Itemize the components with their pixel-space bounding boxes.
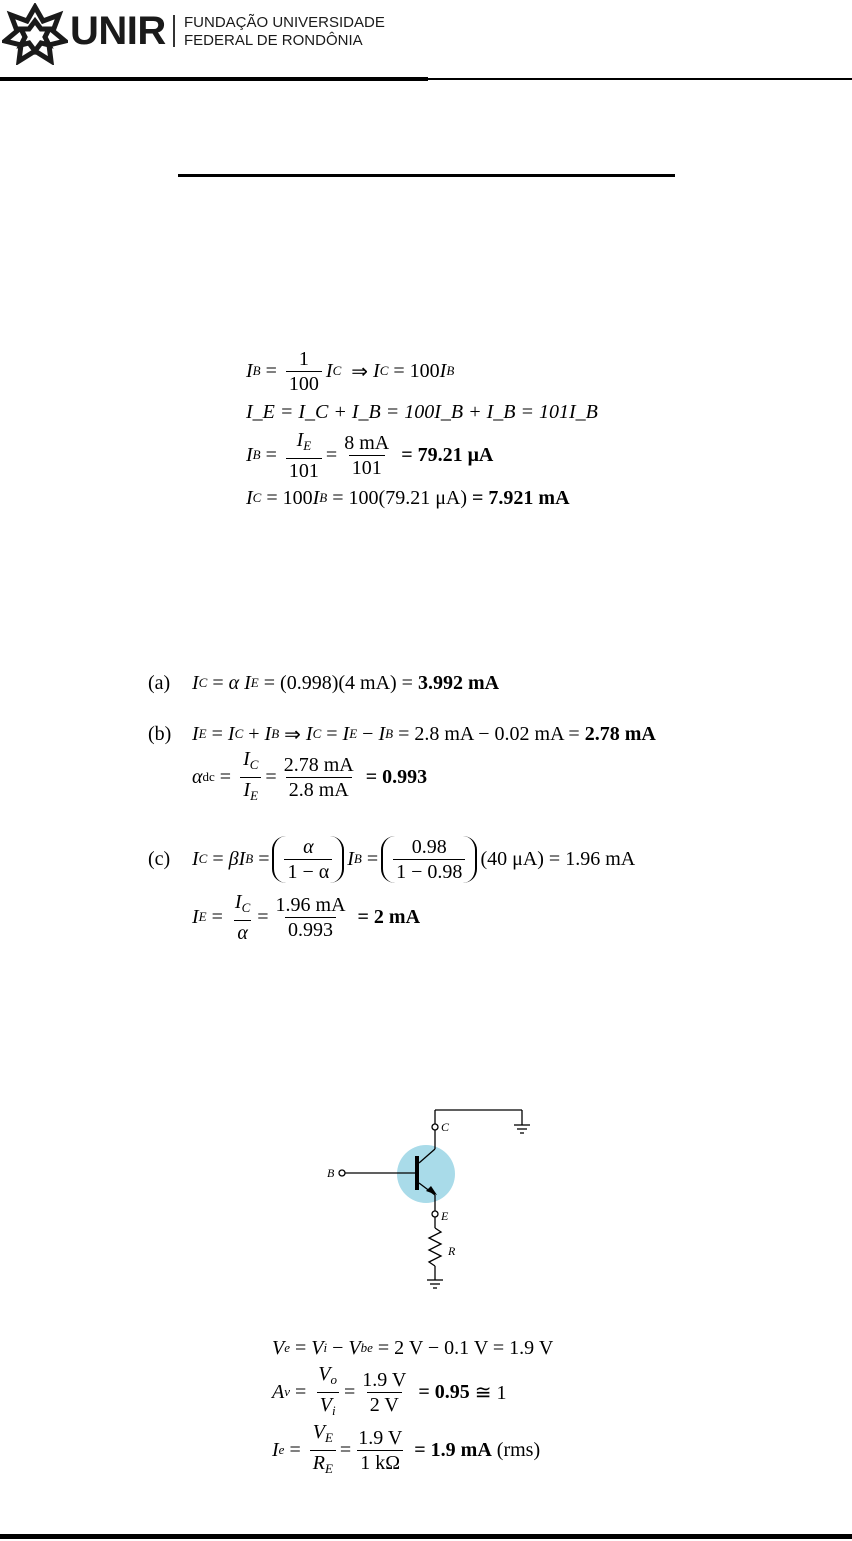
alpha-dc-result: = 0.993 [365,765,428,788]
ie-rms-result: = 1.9 mA [414,1438,492,1461]
fraction-num: 1.9 V [358,1426,403,1449]
fraction-den: 1 − 0.98 [393,859,465,883]
title-underline [178,174,675,177]
header-rule-thick [0,77,428,81]
alpha-dc-subscript: dc [202,769,215,784]
header-rule-thin [428,78,852,80]
eq1-line4-mid: = 100(79.21 μA) [332,486,468,509]
ic-result: = 7.921 mA [472,486,570,509]
ic-subscript-2: C [379,363,389,378]
part-b-expr: = 2.8 mA − 0.02 mA = [398,722,580,745]
footer-rule [0,1534,852,1539]
ib-subscript-2: B [446,363,455,378]
equation-block-3 [272,1333,553,1479]
header [0,0,852,84]
fraction-num: 1.9 V [362,1368,407,1391]
eq2-part-c-ie: I E = $\frac{I_C}{\alpha}$ = $\frac{1.96 mA}{0.993}$ = 2 mA [192,890,421,944]
org-name-line2: FEDERAL DE RONDÔNIA [184,32,363,49]
eq1-rhs: = 100 [393,359,440,382]
transistor-circuit [320,1100,550,1300]
ib-symbol: I [246,359,253,382]
eq1-line3: I B = $\frac{I_E}{101}$ = $\frac{8 mA}{101}$ = 79.21 μA [246,428,494,482]
unir-star-logo [2,3,68,65]
eq3-line1: V e = V i − V be = 2 V − 0.1 V = 1.9 V [272,1336,554,1359]
equation-block-2 [148,668,656,945]
part-b-label: (b) [148,722,172,745]
av-tail: ≅ 1 [474,1381,507,1404]
fraction-8ma-over-101 [341,432,392,479]
label-b: B [327,1166,335,1180]
eq3-line3: I e = $\frac{V_E}{R_E}$ = $\frac{1.9 V}{1 k\Omega}$ = 1.9 mA (rms) [272,1421,553,1479]
ic-symbol: I [325,359,333,382]
label-c: C [441,1120,450,1134]
ib-result: = 79.21 μA [401,443,494,466]
ie-rms-tail: (rms) [496,1438,541,1461]
logo-wordmark: UNIR [70,9,166,53]
org-name-line1: FUNDAÇÃO UNIVERSIDADE [184,14,385,31]
ie-result: = 2 mA [357,905,421,928]
label-e: E [441,1209,449,1223]
equation-block-1 [246,345,598,513]
fraction-den: 100 [286,371,322,395]
fraction-den: 1 − α [284,859,332,883]
fraction-den: 2.8 mA [286,777,352,801]
fraction-num: α [303,835,314,858]
eq1-line2: I_E = I_C + I_B = 100I_B + I_B = 101I_B [246,400,598,423]
part-c-label: (c) [148,847,171,870]
eq2-part-c: (c) I C = βI B = $\frac{\alpha}{1 - \alpha}$ I B = $\frac{0.98}{1 - 0.98}$ (40 μA) = 1.96 mA [148,835,636,883]
eq3-line1-expr: = 2 V − 0.1 V = 1.9 V [377,1336,554,1359]
fraction-den: 0.993 [285,917,336,941]
part-b-result: 2.78 mA [584,722,656,745]
part-a-label: (a) [148,671,171,694]
eq3-line2: A v = $\frac{V_o}{V_i}$ = $\frac{1.9 V}{2 V}$ = 0.95 ≅ 1 [272,1363,553,1421]
eq2-part-b-alpha: α dc = $\frac{I_C}{I_E}$ = $\frac{2.78 mA}{2.8 mA}$ = 0.993 [148,749,656,805]
fraction-num: 1 [298,347,309,370]
fraction-1-over-100 [286,348,322,395]
eq1-line4: I C = 100 I B = 100(79.21 μA) = 7.921 mA [246,486,570,509]
header-divider-vertical [173,15,175,47]
fraction-num: 2.78 mA [283,753,354,776]
eq2-part-b: (b) I E = I C + I B ⇒ I C = I E − I B = 2.8 mA − 0.02 mA = 2.78 mA [148,722,656,746]
eq1-line1: I B = $\frac{1}{100}$ I C ⇒ I C = 100 I B [246,347,455,395]
fraction-num: 1.96 mA [275,893,346,916]
fraction-den: 101 [349,455,385,479]
ic-subscript: C [332,363,342,378]
fraction-num: 0.98 [411,835,447,858]
transistor-highlight [397,1145,455,1203]
part-c-tail: (40 μA) = 1.96 mA [480,847,636,870]
eq2-part-a: (a) I C = α I E = (0.998)(4 mA) = 3.992 mA [148,671,500,694]
part-a-expr: = (0.998)(4 mA) = [263,671,413,694]
fraction-den: 1 kΩ [357,1450,403,1474]
label-r: R [448,1244,456,1258]
fraction-den: 2 V [367,1392,402,1416]
fraction-ie-over-101: $\frac{I_E}{101}$ [286,429,322,482]
implies-symbol: ⇒ [351,360,369,383]
fraction-num: 8 mA [344,431,390,454]
ic-symbol-2: I [373,359,380,382]
ib-symbol-2: I [439,359,447,382]
ib-subscript: B [252,363,261,378]
eq1-line4-expr: = 100 [266,486,313,509]
av-result: = 0.95 [418,1380,470,1403]
part-a-result: 3.992 mA [417,671,500,694]
